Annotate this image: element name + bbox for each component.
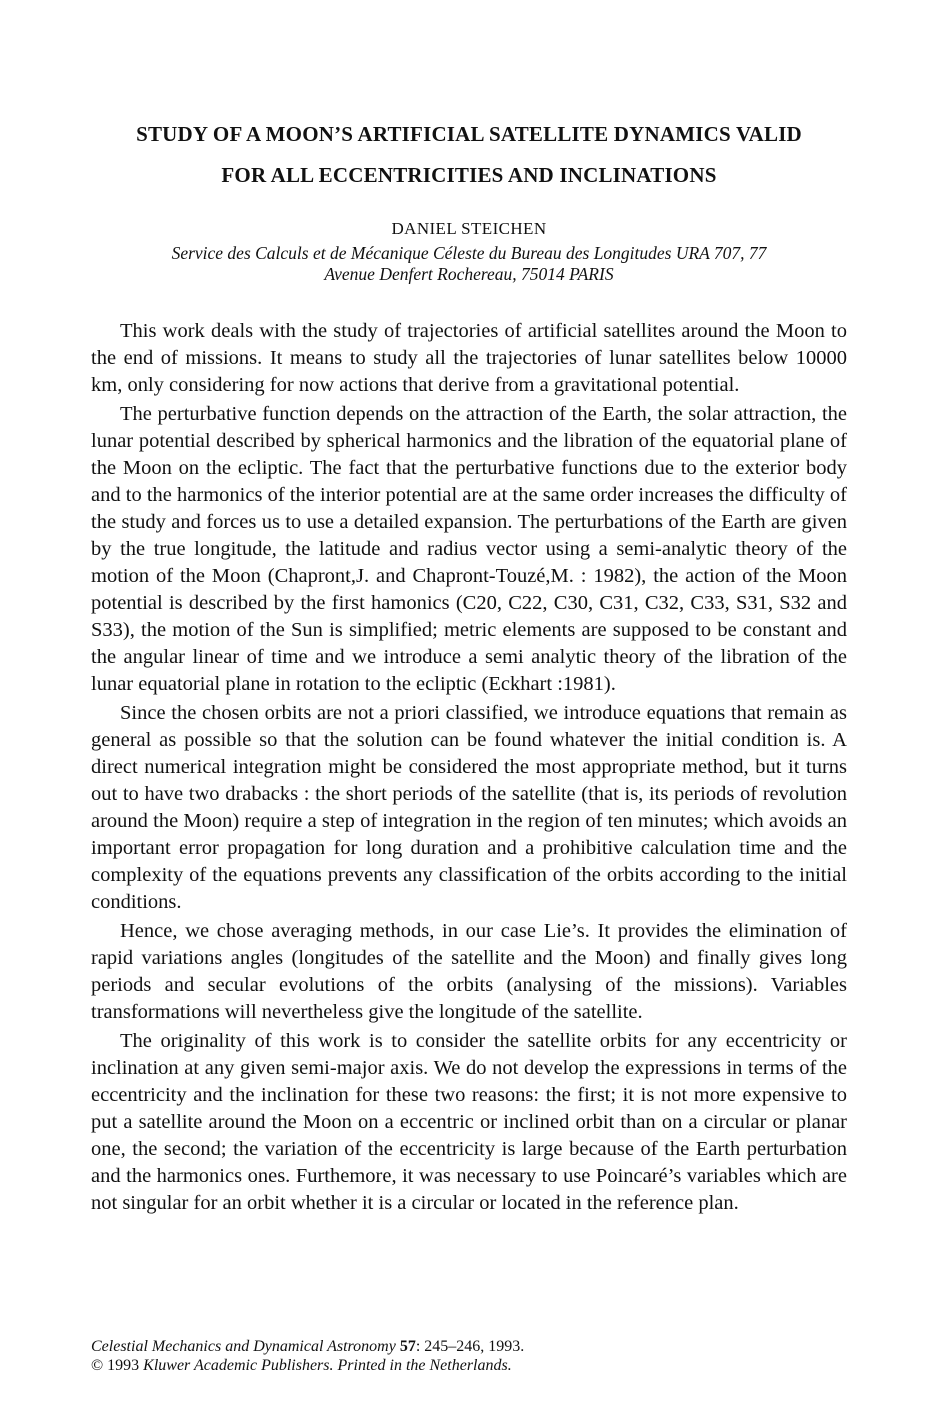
copyright-line — [91, 1356, 847, 1375]
abstract-body — [91, 318, 847, 1217]
author-affiliation — [90, 243, 848, 285]
journal-pages-year: : 245–246, 1993. — [415, 1338, 525, 1355]
body-paragraph: This work deals with the study of trajectories of artificial satellites around the Moon to the end of missions. It means to study all the trajectories of lunar satellites below 10000 km, only considering for now actions that derive from a gravitational potential. — [91, 320, 847, 396]
copyright-year: © 1993 — [91, 1357, 140, 1374]
affiliation-line-1: Service des Calculs et de Mécanique Céleste du Bureau des Longitudes URA 707, 77 — [171, 243, 767, 263]
journal-name: Celestial Mechanics and Dynamical Astronomy — [91, 1338, 396, 1355]
publisher-name: Kluwer Academic Publishers. Printed in the Netherlands. — [143, 1357, 512, 1374]
body-paragraph: Since the chosen orbits are not a priori classified, we introduce equations that remain as general as possible so that the solution can be found whatever the initial condition is. A direct numerical integration might be considered the most appropriate method, but it turns out to have two drabacks : the short periods of the satellite (that is, its periods of revolution around the Moon) require a step of integration in the region of ten minutes; which avoids an important error propagation for long duration and a prohibitive calculation time and the complexity of the equations prevents any classification of the orbits according to the initial conditions. — [91, 702, 847, 913]
body-paragraph: Hence, we chose averaging methods, in our case Lie’s. It provides the elimination of rapid variations angles (longitudes of the satellite and the Moon) and finally gives long periods and secular evolutions of the orbits (analysing of the missions). Variables transformations will nevertheless give the longitude of the satellite. — [91, 920, 847, 1023]
affiliation-line-2: Avenue Denfert Rochereau, 75014 PARIS — [324, 264, 614, 284]
journal-footer — [91, 1337, 847, 1375]
author-name: DANIEL STEICHEN — [391, 219, 547, 238]
citation-line — [91, 1337, 847, 1356]
journal-volume: 57 — [399, 1338, 416, 1355]
paper-title-line-1: STUDY OF A MOON’S ARTIFICIAL SATELLITE DYNAMICS VALID — [136, 122, 802, 146]
body-paragraph: The originality of this work is to consider the satellite orbits for any eccentricity or inclination at any given semi-major axis. We do not develop the expressions in terms of the eccentricity and the inclination for these two reasons: the first; it is not more expensive to put a satellite around the Moon on a eccentric or inclined orbit than on a circular or planar one, the second; the variation of the eccentricity is large because of the Earth perturbation and the harmonics ones. Furthemore, it was necessary to use Poincaré’s variables which are not singular for an orbit whether it is a circular or located in the reference plan. — [91, 1030, 847, 1214]
body-paragraph: The perturbative function depends on the attraction of the Earth, the solar attraction, the lunar potential described by spherical harmonics and the libration of the equatorial plane of the Moon on the ecliptic. The fact that the perturbative functions due to the exterior body and to the harmonics of the interior potential are at the same order increases the difficulty of the study and forces us to use a detailed expansion. The perturbations of the Earth are given by the true longitude, the latitude and radius vector using a semi-analytic theory of the motion of the Moon (Chapront,J. and Chapront-Touzé,M. : 1982), the action of the Moon potential is described by the first hamonics (C20, C22, C30, C31, C32, C33, S31, S32 and S33), the motion of the Sun is simplified; metric elements are supposed to be constant and the angular linear of time and we introduce a semi analytic theory of the libration of the lunar equatorial plane in rotation to the ecliptic (Eckhart :1981). — [91, 403, 847, 695]
paper-title-line-2: FOR ALL ECCENTRICITIES AND INCLINATIONS — [221, 163, 717, 187]
